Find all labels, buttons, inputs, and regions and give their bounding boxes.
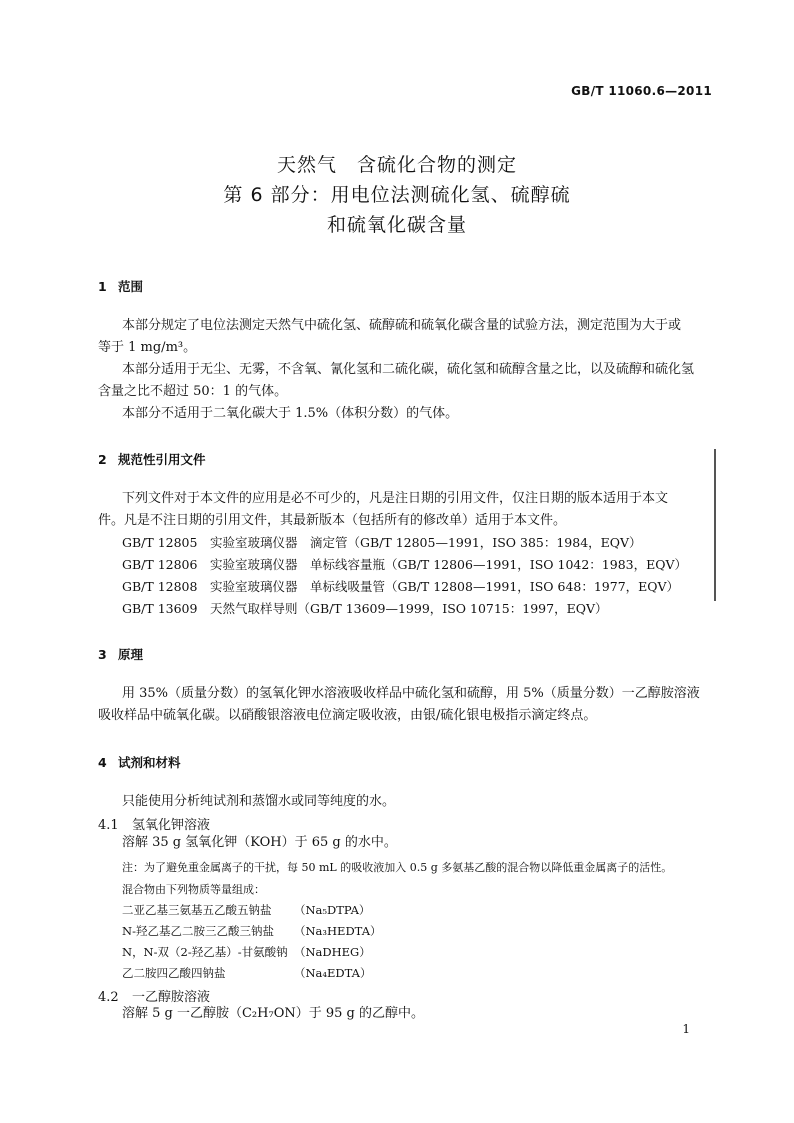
mixture-formula: （Na₄EDTA） — [294, 966, 372, 980]
margin-change-bar — [714, 449, 716, 601]
section-1-paragraph-1a: 本部分规定了电位法测定天然气中硫化氢、硫醇硫和硫氧化碳含量的试验方法，测定范围为大于或 — [122, 318, 682, 333]
subsection-number: 4.2 — [98, 990, 119, 1005]
subsection-number: 4.1 — [98, 818, 119, 833]
section-number: 1 — [98, 279, 107, 294]
mixture-item — [122, 902, 370, 918]
section-1-paragraph-2b: 含量之比不超过 50：1 的气体。 — [98, 384, 288, 399]
mixture-name: 二亚乙基三氨基五乙酸五钠盐 — [122, 903, 272, 917]
title-line-3: 和硫氧化碳含量 — [326, 214, 467, 236]
mixture-item — [122, 965, 372, 981]
section-1-paragraph-3: 本部分不适用于二氧化碳大于 1.5%（体积分数）的气体。 — [122, 406, 459, 421]
reference-text: 实验室玻璃仪器 滴定管（GB/T 12805—1991，ISO 385：1984，EQV） — [210, 535, 642, 550]
section-4-heading — [98, 753, 181, 771]
reference-code: GB/T 12805 — [122, 535, 198, 550]
section-3-paragraph-1b: 吸收样品中硫氧化碳。以硝酸银溶液电位滴定吸收液，由银/硫化银电极指示滴定终点。 — [98, 708, 597, 723]
standard-code: GB/T 11060.6—2011 — [571, 84, 712, 98]
page-number: 1 — [682, 1022, 690, 1036]
reference-item — [122, 532, 642, 554]
mixture-item — [122, 923, 382, 939]
reference-text: 天然气取样导则（GB/T 13609—1999，ISO 10715：1997，EQV） — [210, 601, 608, 616]
section-1-heading — [98, 277, 143, 295]
section-1-paragraph-2a: 本部分适用于无尘、无雾，不含氧、氰化氢和二硫化碳，硫化氢和硫醇含量之比，以及硫醇和硫化氢 — [122, 362, 695, 377]
section-1-paragraph-1b: 等于 1 mg/m³。 — [98, 340, 197, 355]
subsection-4-1-text: 溶解 35 g 氢氧化钾（KOH）于 65 g 的水中。 — [122, 835, 397, 850]
subsection-4-2-text: 溶解 5 g 一乙醇胺（C₂H₇ON）于 95 g 的乙醇中。 — [122, 1006, 424, 1021]
mixture-formula: （Na₅DTPA） — [294, 903, 371, 917]
section-title: 试剂和材料 — [118, 755, 181, 770]
mixture-name: N，N-双（2-羟乙基）-甘氨酸钠 — [122, 945, 288, 959]
mixture-formula: （Na₃HEDTA） — [294, 924, 382, 938]
reference-item — [122, 554, 687, 576]
mixture-name: 乙二胺四乙酸四钠盐 — [122, 966, 226, 980]
section-3-paragraph-1a: 用 35%（质量分数）的氢氧化钾水溶液吸收样品中硫化氢和硫醇，用 5%（质量分数）一乙醇胺溶液 — [122, 686, 700, 701]
reference-text: 实验室玻璃仪器 单标线吸量管（GB/T 12808—1991，ISO 648：1977，EQV） — [210, 579, 680, 594]
note-text: 注：为了避免重金属离子的干扰，每 50 mL 的吸收液加入 0.5 g 多氨基乙酸的混合物以降低重金属离子的活性。 — [122, 861, 673, 874]
title-line-2: 第 6 部分：用电位法测硫化氢、硫醇硫 — [223, 184, 571, 206]
reference-code: GB/T 12808 — [122, 579, 198, 594]
section-2-paragraph-1a: 下列文件对于本文件的应用是必不可少的，凡是注日期的引用文件，仅注日期的版本适用于本文 — [122, 491, 669, 506]
mixture-formula: （NaDHEG） — [294, 945, 371, 959]
section-number: 4 — [98, 755, 107, 770]
section-number: 2 — [98, 452, 107, 467]
reference-item — [122, 576, 679, 598]
section-number: 3 — [98, 647, 107, 662]
section-2-heading — [98, 450, 206, 468]
section-title: 范围 — [118, 279, 144, 294]
subsection-title: 氢氧化钾溶液 — [132, 818, 211, 833]
section-4-paragraph-1: 只能使用分析纯试剂和蒸馏水或同等纯度的水。 — [122, 794, 396, 809]
subsection-title: 一乙醇胺溶液 — [132, 990, 211, 1005]
reference-item — [122, 598, 607, 620]
subsection-4-1-heading — [98, 814, 210, 833]
mixture-intro: 混合物由下列物质等量组成： — [122, 883, 265, 896]
section-3-heading — [98, 645, 143, 663]
title-line-1: 天然气 含硫化合物的测定 — [276, 154, 517, 176]
section-title: 规范性引用文件 — [118, 452, 206, 467]
reference-code: GB/T 13609 — [122, 601, 198, 616]
reference-text: 实验室玻璃仪器 单标线容量瓶（GB/T 12806—1991，ISO 1042：1983，EQV） — [210, 557, 688, 572]
mixture-item — [122, 944, 371, 960]
section-2-paragraph-1b: 件。凡是不注日期的引用文件，其最新版本（包括所有的修改单）适用于本文件。 — [98, 513, 567, 528]
reference-code: GB/T 12806 — [122, 557, 198, 572]
mixture-name: N-羟乙基乙二胺三乙酸三钠盐 — [122, 924, 274, 938]
section-title: 原理 — [118, 647, 144, 662]
